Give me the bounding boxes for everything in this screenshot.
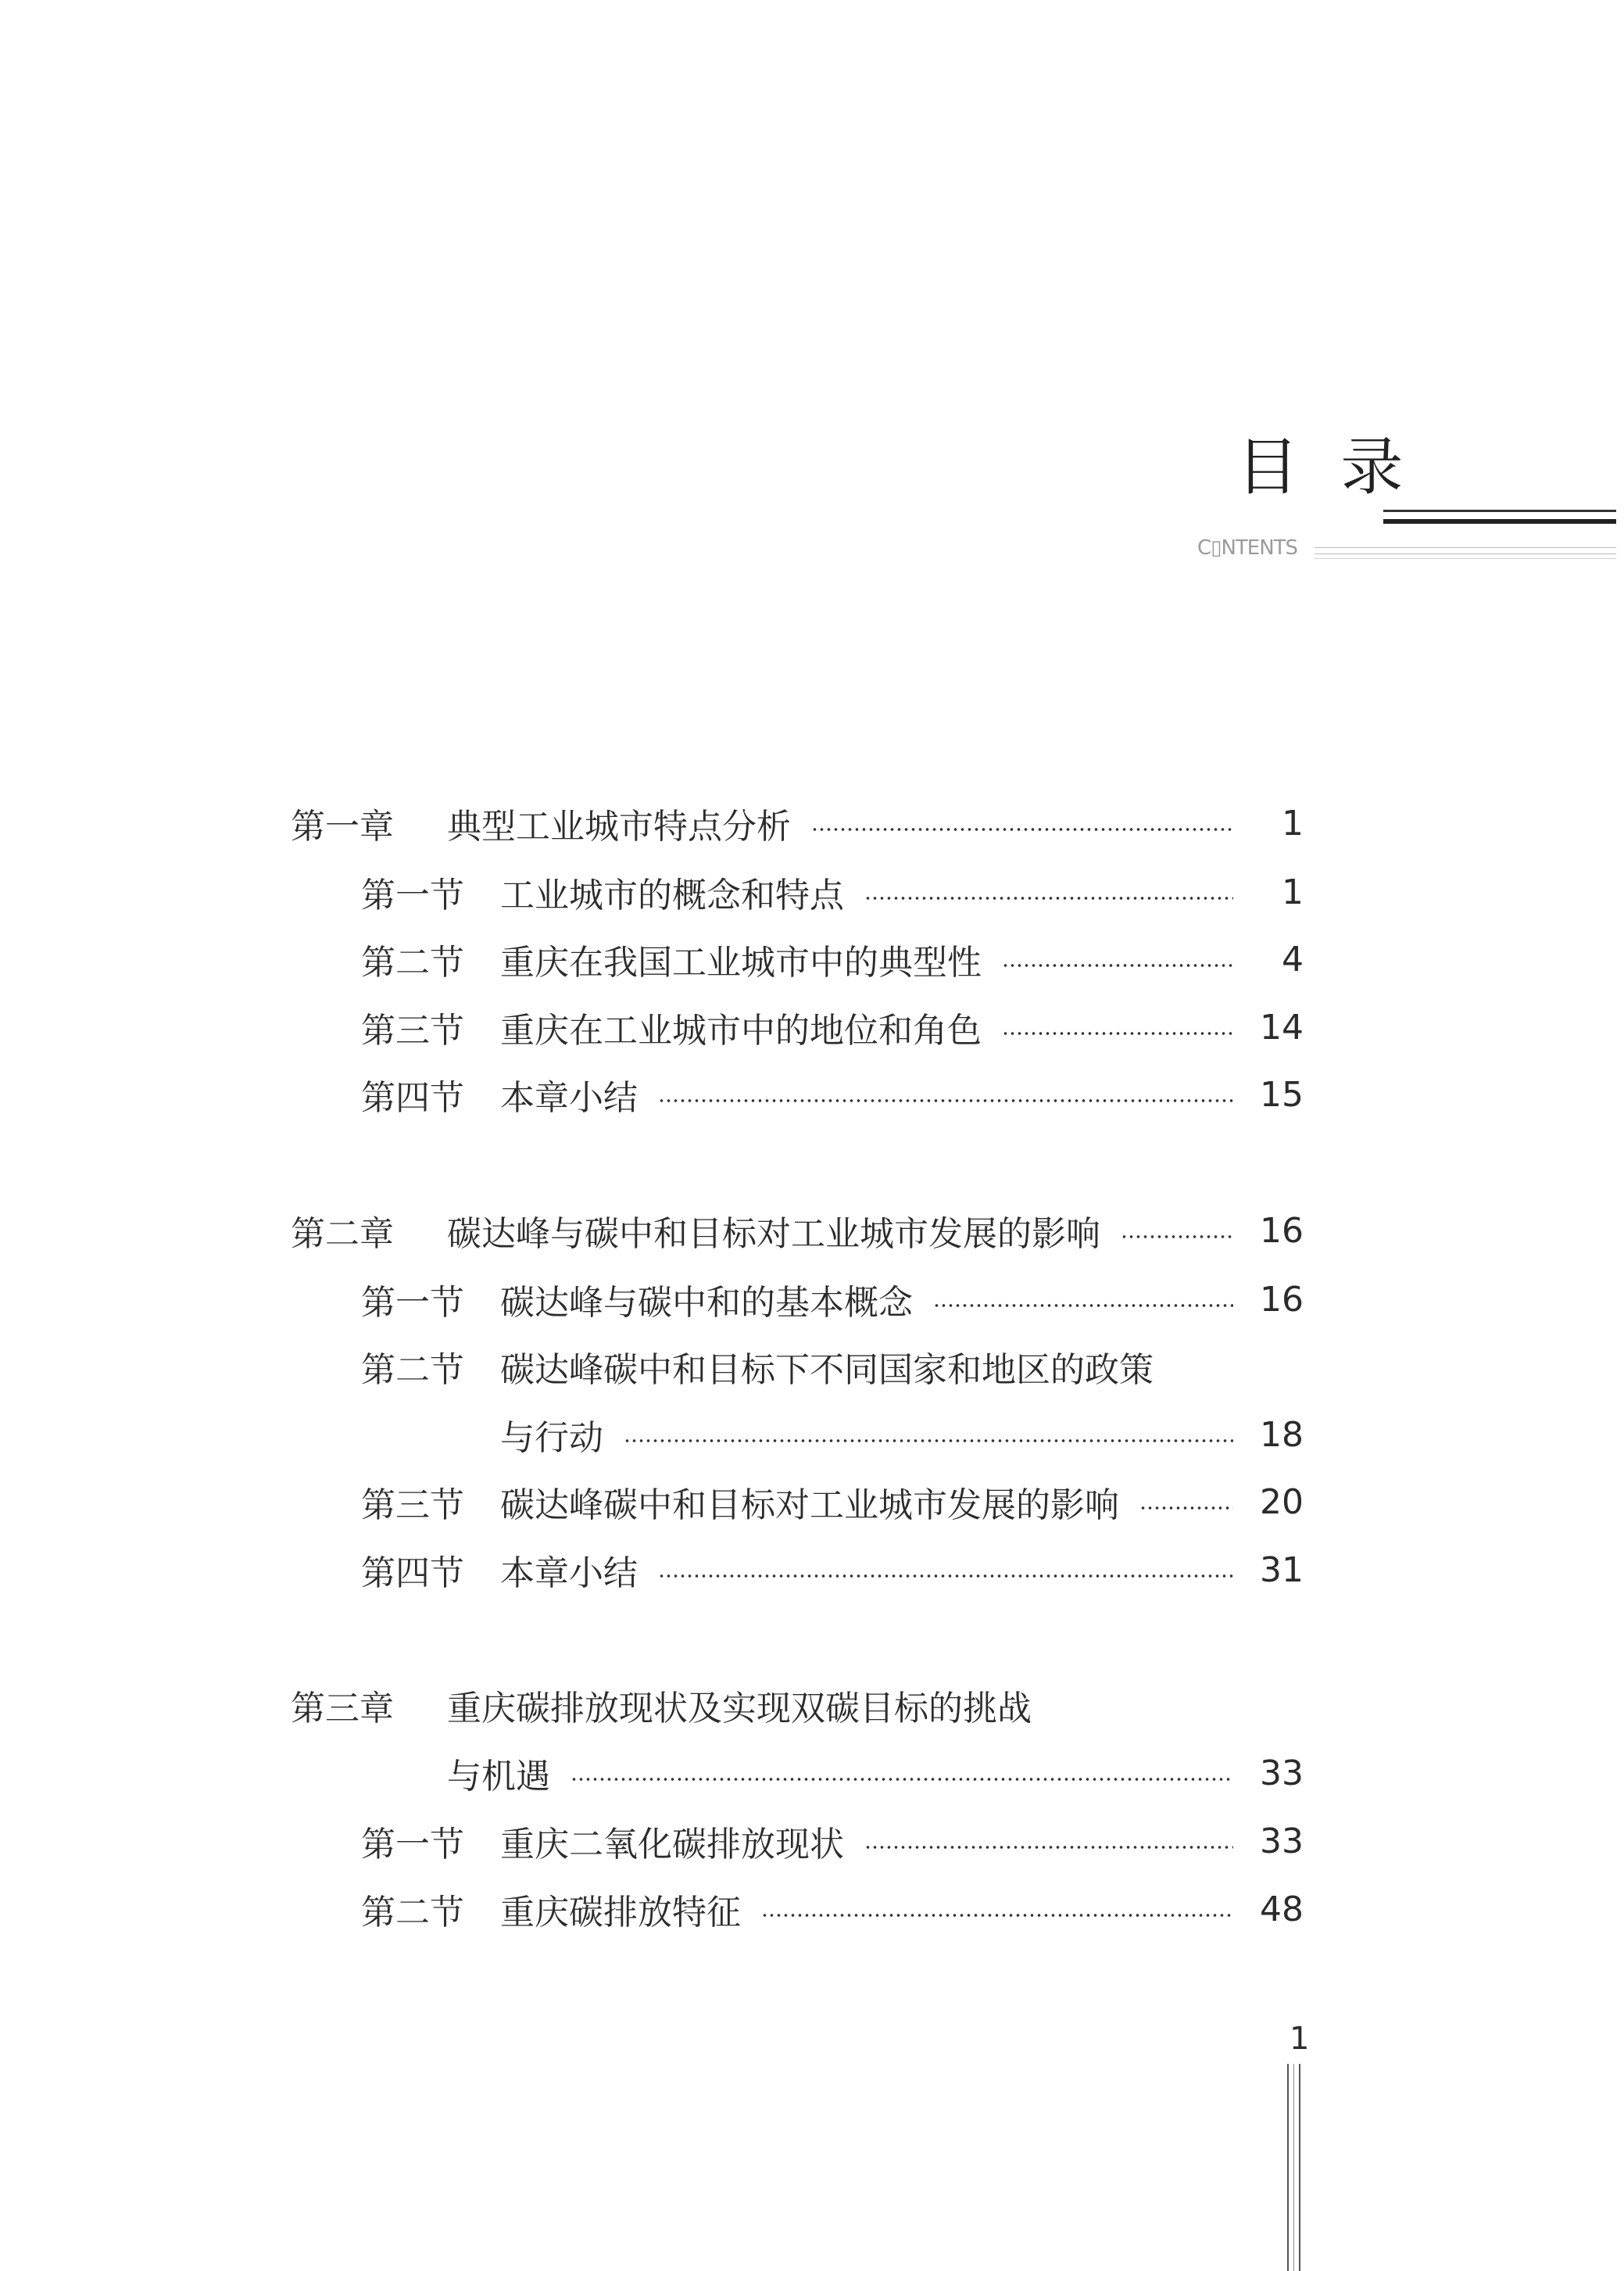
title-rule-thick bbox=[1383, 519, 1616, 524]
toc-entry-page: 1 bbox=[1282, 872, 1304, 912]
toc-entry-page: 14 bbox=[1260, 1007, 1304, 1048]
toc-leader-dots bbox=[811, 827, 1233, 832]
toc-section-entry[interactable] bbox=[361, 869, 1304, 915]
toc-entry-title: 典型工业城市特点分析 bbox=[447, 807, 791, 847]
toc-section-entry[interactable] bbox=[361, 1818, 1304, 1864]
toc-leader-dots bbox=[1121, 1234, 1233, 1239]
margin-bar bbox=[1287, 2064, 1289, 2271]
toc-entry-label: 第三章 bbox=[291, 1689, 394, 1728]
toc-entry-page: 16 bbox=[1260, 1279, 1304, 1320]
subtitle-rule-2 bbox=[1315, 553, 1616, 554]
toc-chapter-entry[interactable] bbox=[291, 1682, 1304, 1728]
toc-entry-label: 第一节 bbox=[361, 876, 464, 915]
toc-entry-title: 碳达峰与碳中和目标对工业城市发展的影响 bbox=[447, 1214, 1100, 1254]
toc-section-entry[interactable] bbox=[361, 937, 1304, 982]
toc-entry-label: 第三节 bbox=[361, 1011, 464, 1051]
toc-section-entry[interactable] bbox=[361, 1547, 1304, 1592]
toc-entry-title: 碳达峰碳中和目标下不同国家和地区的政策 bbox=[500, 1350, 1154, 1390]
toc-leader-dots bbox=[624, 1438, 1233, 1443]
toc-entry-title: 重庆碳排放现状及实现双碳目标的挑战 bbox=[447, 1689, 1032, 1728]
toc-entry-label: 第一节 bbox=[361, 1283, 464, 1323]
toc-entry-title: 重庆在我国工业城市中的典型性 bbox=[500, 943, 982, 983]
toc-entry-title: 工业城市的概念和特点 bbox=[500, 876, 844, 915]
toc-entry-page: 33 bbox=[1260, 1821, 1304, 1861]
toc-leader-dots bbox=[864, 1845, 1233, 1850]
toc-leader-dots bbox=[864, 896, 1233, 901]
toc-entry-label: 第二节 bbox=[361, 1893, 464, 1932]
toc-section-entry[interactable] bbox=[361, 1005, 1304, 1050]
toc-entry-label: 第三节 bbox=[361, 1485, 464, 1525]
toc-entry-page: 15 bbox=[1260, 1074, 1304, 1115]
toc-entry-page: 18 bbox=[1260, 1414, 1304, 1455]
title-rule-thin bbox=[1383, 510, 1616, 512]
toc-entry-page: 33 bbox=[1260, 1753, 1304, 1793]
toc-leader-dots bbox=[1002, 963, 1233, 968]
toc-entry-title: 重庆在工业城市中的地位和角色 bbox=[500, 1011, 982, 1051]
toc-entry-page: 48 bbox=[1260, 1889, 1304, 1929]
margin-bar bbox=[1299, 2064, 1300, 2271]
page-subtitle: C▯NTENTS bbox=[1197, 536, 1298, 560]
toc-section-entry[interactable] bbox=[361, 1277, 1304, 1322]
subtitle-rule-3 bbox=[1315, 558, 1616, 559]
toc-leader-dots bbox=[1139, 1506, 1233, 1510]
toc-entry-label: 第二章 bbox=[291, 1214, 394, 1254]
toc-leader-dots bbox=[571, 1777, 1233, 1782]
toc-leader-dots bbox=[1002, 1031, 1233, 1036]
toc-entry-label: 第四节 bbox=[361, 1553, 464, 1593]
toc-entry-page: 1 bbox=[1282, 803, 1304, 844]
toc-leader-dots bbox=[761, 1913, 1233, 1918]
toc-section-entry[interactable] bbox=[447, 1750, 1304, 1796]
toc-entry-label: 第四节 bbox=[361, 1078, 464, 1118]
toc-section-entry[interactable] bbox=[361, 1344, 1304, 1389]
toc-section-entry[interactable] bbox=[361, 1886, 1304, 1932]
subtitle-rule-1 bbox=[1315, 547, 1616, 548]
toc-entry-page: 20 bbox=[1260, 1481, 1304, 1522]
toc-entry-title: 本章小结 bbox=[500, 1553, 638, 1593]
toc-entry-label: 第一章 bbox=[291, 807, 394, 847]
toc-entry-label: 第一节 bbox=[361, 1825, 464, 1864]
toc-entry-page: 4 bbox=[1282, 939, 1304, 980]
toc-entry-title: 碳达峰与碳中和的基本概念 bbox=[500, 1283, 913, 1323]
toc-section-entry[interactable] bbox=[361, 1072, 1304, 1117]
toc-entry-title: 碳达峰碳中和目标对工业城市发展的影响 bbox=[500, 1485, 1119, 1525]
toc-leader-dots bbox=[933, 1303, 1233, 1308]
toc-section-entry[interactable] bbox=[500, 1412, 1304, 1457]
page-title: 目 录 bbox=[1236, 431, 1415, 503]
toc-entry-title: 重庆二氧化碳排放现状 bbox=[500, 1825, 844, 1864]
toc-entry-title: 与机遇 bbox=[447, 1757, 550, 1796]
toc-leader-dots bbox=[658, 1574, 1233, 1578]
page-number: 1 bbox=[1290, 2021, 1310, 2057]
toc-leader-dots bbox=[658, 1098, 1233, 1103]
toc-chapter-entry[interactable] bbox=[291, 1208, 1304, 1253]
toc-chapter-entry[interactable] bbox=[291, 801, 1304, 846]
toc-entry-label: 第二节 bbox=[361, 1350, 464, 1390]
toc-section-entry[interactable] bbox=[361, 1479, 1304, 1524]
toc-entry-page: 31 bbox=[1260, 1549, 1304, 1590]
toc-entry-title: 重庆碳排放特征 bbox=[500, 1893, 741, 1932]
toc-entry-title: 本章小结 bbox=[500, 1078, 638, 1118]
toc-entry-title: 与行动 bbox=[500, 1418, 603, 1458]
toc-entry-label: 第二节 bbox=[361, 943, 464, 983]
toc-entry-page: 16 bbox=[1260, 1210, 1304, 1251]
margin-bar bbox=[1293, 2064, 1294, 2271]
